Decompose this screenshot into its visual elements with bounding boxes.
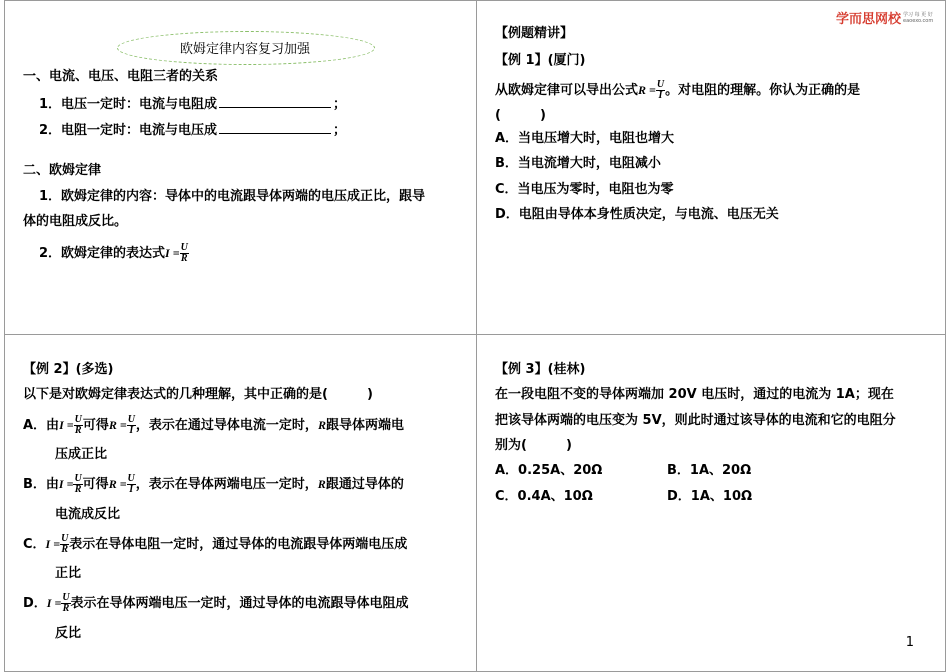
ex2-option-c-line2: 正比 (55, 566, 82, 581)
panel-top-left (4, 0, 477, 335)
section2-item2 (39, 238, 189, 269)
section2-item2-text: 2．欧姆定律的表达式 (39, 246, 166, 261)
semicolon: ； (333, 97, 347, 112)
section1-item2 (39, 122, 346, 139)
section1-item1 (39, 96, 346, 113)
ex1-option-c[interactable]: C．当电压为零时，电阻也为零 (495, 182, 674, 197)
page-title: 欧姆定律内容复习加强 (179, 42, 310, 57)
fill-blank-2[interactable] (219, 122, 331, 134)
panel-bottom-right (476, 334, 946, 672)
section1-item2-text: 2．电阻一定时：电流与电压成 (39, 123, 218, 138)
brand-logo (836, 8, 935, 27)
fraction-U-over-I: $\frac{U}{I}$ (127, 473, 135, 495)
panel-top-right (476, 0, 946, 335)
ex1-label: 【例 1】(厦门) (495, 53, 586, 68)
ex1-option-d[interactable]: D．电阻由导体本身性质决定，与电流、电压无关 (495, 207, 779, 222)
ex2-option-d-line2: 反比 (55, 626, 82, 641)
section1-heading: 一、电流、电压、电阻三者的关系 (23, 69, 219, 84)
symbol-I: I (165, 246, 170, 260)
fraction-U-over-R: $\frac{U}{R}$ (62, 592, 70, 614)
ex2-option-d[interactable]: D．I = $\frac{U}{R}$ 表示在导体两端电压一定时，通过导体的电流跟导体电阻成 (23, 592, 409, 614)
ex1-option-b[interactable]: B．当电流增大时，电阻减小 (495, 156, 661, 171)
ex3-option-d[interactable]: D．1A、10Ω (667, 489, 753, 504)
semicolon: ； (333, 123, 347, 138)
ex3-option-b[interactable]: B．1A、20Ω (667, 463, 752, 478)
ex3-line1: 在一段电阻不变的导体两端加 20V 电压时，通过的电流为 1A；现在 (495, 387, 894, 402)
equals-sign: = (646, 83, 656, 97)
example-header: 【例题精讲】 (495, 26, 574, 41)
ex1-stem-pre: 从欧姆定律可以导出公式 (495, 83, 639, 98)
section2-heading: 二、欧姆定律 (23, 163, 102, 178)
ex3-label: 【例 3】(桂林) (495, 362, 586, 377)
ex2-label: 【例 2】(多选) (23, 362, 114, 377)
ex1-stem-post: 。对电阻的理解。你认为正确的是 (665, 83, 861, 98)
ex1-paren: ( ) (495, 108, 546, 123)
fraction-U-over-R: $\frac{U}{R}$ (61, 533, 69, 555)
fraction-U-over-I: $\frac{U}{I}$ (127, 414, 135, 436)
ex2-option-a-line2: 压成正比 (55, 447, 108, 462)
section2-item1-line1: 1．欧姆定律的内容：导体中的电流跟导体两端的电压成正比，跟导 (39, 189, 426, 204)
fraction-U-over-R: $\frac{U}{R}$ (180, 242, 188, 264)
page-number: 1 (905, 635, 914, 650)
panel-bottom-left (4, 334, 477, 672)
ex1-stem (495, 75, 860, 106)
ex3-line3: 别为( ) (495, 438, 572, 453)
ex3-line2: 把该导体两端的电压变为 5V，则此时通过该导体的电流和它的电阻分 (495, 413, 896, 428)
brand-name: 学而思网校 (835, 12, 901, 27)
section1-item1-text: 1．电压一定时：电流与电阻成 (39, 97, 218, 112)
fill-blank-1[interactable] (219, 96, 331, 108)
ex2-option-c[interactable]: C．I = $\frac{U}{R}$ 表示在导体电阻一定时，通过导体的电流跟导体两端电压成 (23, 533, 408, 555)
ex3-option-c[interactable]: C．0.4A、10Ω (495, 489, 593, 504)
ex2-option-b[interactable]: B．由I = $\frac{U}{R}$ 可得R = $\frac{U}{I}$ ，表示在导体两端电压一定时，R跟通过导体的 (23, 473, 404, 495)
fraction-U-over-I: $\frac{U}{I}$ (656, 79, 665, 101)
ex1-option-a[interactable]: A．当电压增大时，电阻也增大 (495, 131, 675, 146)
ex3-option-a[interactable]: A．0.25A、20Ω (495, 463, 603, 478)
ex2-option-b-line2: 电流成反比 (55, 507, 121, 522)
section2-item1-line2: 体的电阻成反比。 (23, 214, 128, 229)
brand-tagline: 学习 每 更 好 eaoexo.com (903, 11, 934, 24)
fraction-U-over-R: $\frac{U}{R}$ (74, 473, 82, 495)
symbol-R: R (638, 83, 647, 97)
ex2-option-a[interactable]: A．由I = $\frac{U}{R}$ 可得R = $\frac{U}{I}$ ，表示在通过导体电流一定时，R跟导体两端电 (23, 414, 404, 436)
ex2-stem: 以下是对欧姆定律表达式的几种理解，其中正确的是( ) (23, 387, 373, 402)
fraction-U-over-R: $\frac{U}{R}$ (74, 414, 82, 436)
equals-sign: = (169, 246, 180, 260)
